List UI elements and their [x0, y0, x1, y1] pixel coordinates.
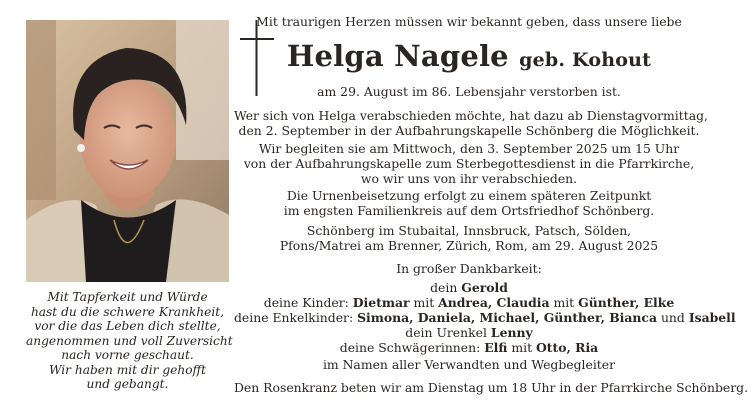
poem-line: angenommen und voll Zuversicht [26, 333, 233, 348]
husband-line [234, 280, 704, 295]
poem [26, 290, 233, 392]
intro-text: Mit traurigen Herzen müssen wir bekannt geben, dass unsere liebe [256, 14, 682, 29]
with-word: mit [413, 295, 435, 310]
funeral-line-2: von der Aufbahrungskapelle zum Sterbegottesdienst in die Pfarrkirche, [243, 156, 695, 171]
child-name: Günther, Elke [578, 295, 675, 310]
others-line: im Namen aller Verwandten und Wegbegleiter [322, 357, 616, 372]
children-line [234, 295, 704, 310]
greatgrandchild-name: Lenny [490, 325, 533, 340]
grandchildren-line [234, 310, 736, 325]
funeral-line-1: Wir begleiten sie am Mittwoch, den 3. September 2025 um 15 Uhr [258, 141, 680, 156]
greatgrandchild-line [234, 325, 704, 340]
and-word: und [660, 310, 685, 325]
child-name: Andrea, Claudia [438, 295, 550, 310]
visiting-line-1: Wer sich von Helga verabschieden möchte, hat dazu ab Dienstagvormittag, [234, 108, 708, 123]
greatgrandchild-prefix: dein Urenkel [405, 325, 487, 340]
maiden-name: geb. Kohout [519, 49, 652, 71]
sisters-in-law-line [234, 340, 704, 355]
with-word: mit [553, 295, 575, 310]
poem-line: hast du die schwere Krankheit, [30, 304, 225, 319]
sisters-in-law-prefix: deine Schwägerinnen: [339, 340, 481, 355]
child-name: Dietmar [352, 295, 410, 310]
urn-line-1: Die Urnenbeisetzung erfolgt zu einem späteren Zeitpunkt [286, 188, 652, 203]
gratitude-line: In großer Dankbarkeit: [396, 261, 542, 276]
portrait-illustration [26, 20, 229, 282]
place-date-line-1: Schönberg im Stubaital, Innsbruck, Patsch, Sölden, [306, 223, 632, 238]
visiting-line-2: den 2. September in der Aufbahrungskapelle Schönberg die Möglichkeit. [238, 123, 700, 138]
portrait-photo [26, 20, 229, 282]
sister-in-law-name: Otto, Ria [536, 340, 599, 355]
poem-line: Mit Tapferkeit und Würde [47, 290, 208, 304]
deceased-name-line [234, 38, 704, 78]
deceased-name: Helga Nagele [286, 39, 509, 73]
poem-line: und gebangt. [86, 377, 169, 391]
children-prefix: deine Kinder: [263, 295, 349, 310]
sister-in-law-name: Elfi [484, 340, 508, 355]
grandchild-name: Isabell [688, 310, 736, 325]
with-word: mit [511, 340, 533, 355]
grandchildren-names: Simona, Daniela, Michael, Günther, Bianca [357, 310, 657, 325]
husband-prefix: dein [430, 280, 458, 295]
poem-line: vor die das Leben dich stellte, [34, 319, 221, 333]
grandchildren-prefix: deine Enkelkinder: [234, 310, 354, 325]
husband-name: Gerold [461, 280, 508, 295]
funeral-line-3: wo wir uns von ihr verabschieden. [360, 171, 578, 186]
rosary-line: Den Rosenkranz beten wir am Dienstag um 18 Uhr in der Pfarrkirche Schönberg. [234, 380, 748, 395]
place-date-line-2: Pfons/Matrei am Brenner, Zürich, Rom, am 29. August 2025 [279, 238, 659, 253]
death-line: am 29. August im 86. Lebensjahr verstorben ist. [317, 84, 621, 99]
poem-line: nach vorne geschaut. [61, 348, 194, 362]
poem-line: Wir haben mit dir gehofft [48, 362, 207, 377]
urn-line-2: im engsten Familienkreis auf dem Ortsfriedhof Schönberg. [283, 203, 655, 218]
